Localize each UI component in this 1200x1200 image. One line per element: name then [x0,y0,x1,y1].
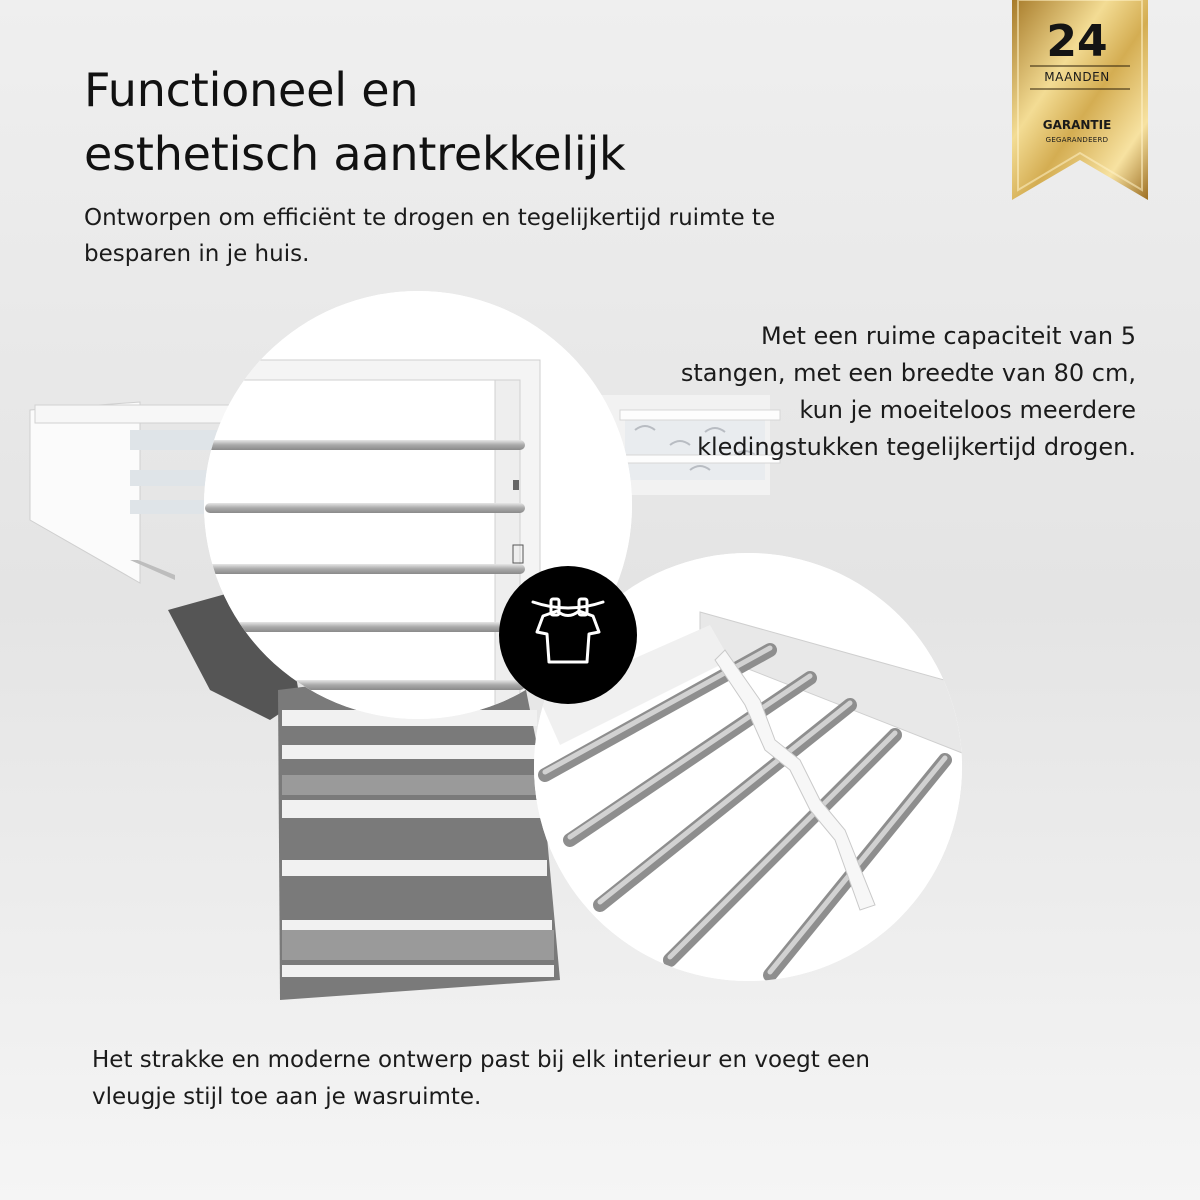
laundry-shirt-icon [499,566,637,704]
guarantee-badge [1010,0,1150,205]
capacity-description: Met een ruime capaciteit van 5 stangen, met een breedte van 80 cm, kun je moeiteloos meerdere kledingstukken tegelijkertijd drogen. [680,322,1136,461]
headline-line-2: esthetisch aantrekkelijk [84,127,626,181]
headline-line-1: Functioneel en [84,63,419,117]
badge-guaranteed: GEGARANDEERD [1045,136,1109,144]
subheadline: Ontworpen om efficiënt te drogen en tegelijkertijd ruimte te besparen in je huis. [84,205,776,267]
badge-months: MAANDEN [1044,70,1110,84]
badge-guarantee: GARANTIE [1042,118,1112,132]
badge-number: 24 [1046,16,1108,67]
bottom-description: Het strakke en moderne ontwerp past bij elk interieur en voegt een vleugje stijl toe aan je wasruimte. [92,1047,870,1110]
headline [84,58,626,186]
